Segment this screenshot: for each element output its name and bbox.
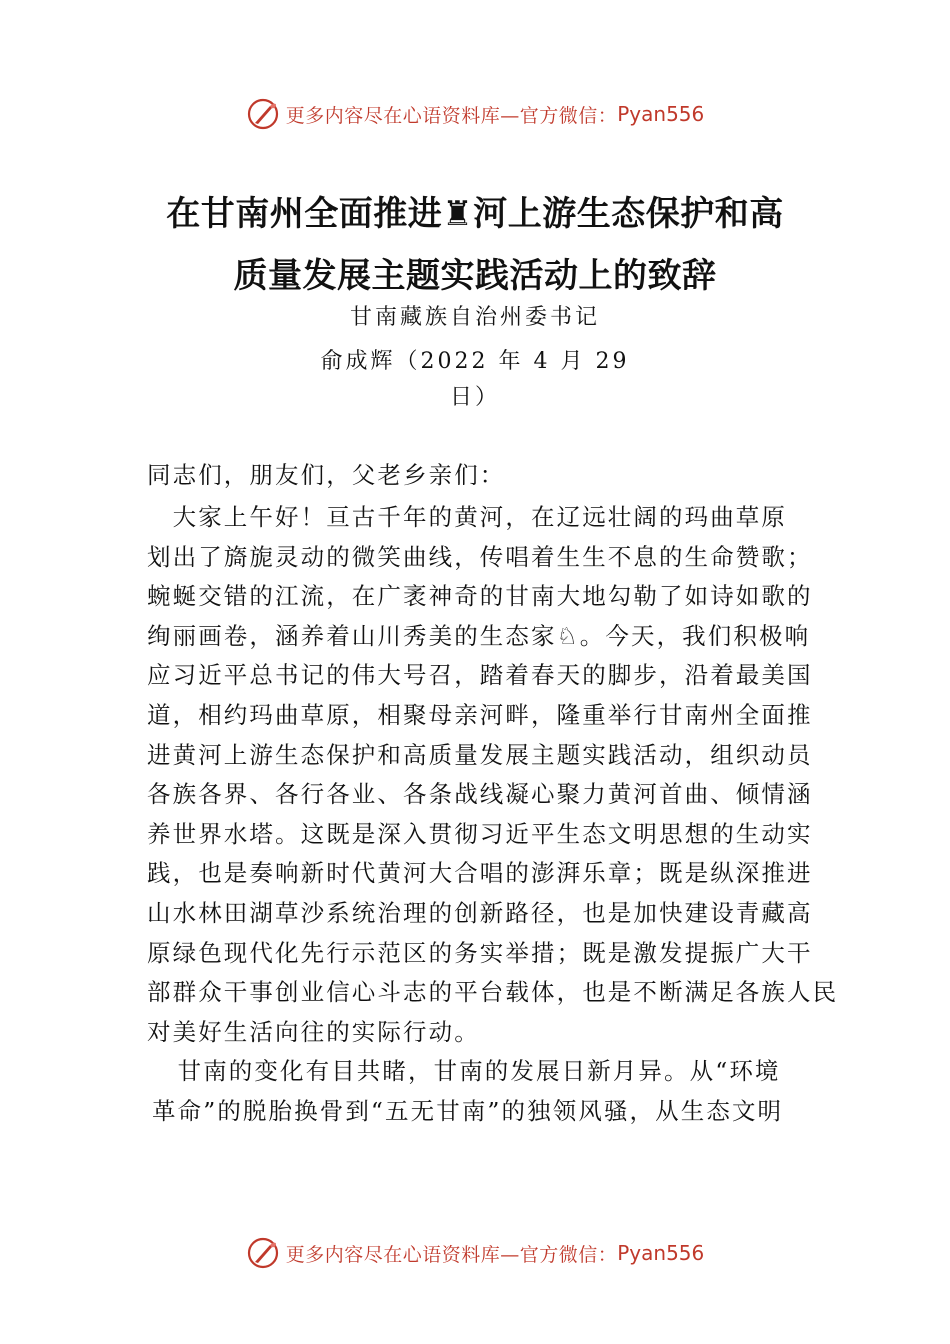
- text-line: 革命”的脱胎换骨到“五无甘南”的独领风骚，从生态文明: [152, 1096, 784, 1125]
- greeting: [147, 456, 823, 496]
- author-organization: 甘南藏族自治州委书记: [349, 305, 600, 330]
- text-line: 甘南的变化有目共睹，甘南的发展日新月异。从“环境: [152, 1057, 781, 1085]
- paragraph-1: [147, 498, 839, 1052]
- author-name-date: 俞成辉（2022 年 4 月 29: [320, 349, 630, 374]
- text-line: 部群众干事创业信心斗志的平台载体，也是不断满足各族人民: [147, 978, 839, 1007]
- text-line: 应习近平总书记的伟大号召，踏着春天的脚步，沿着最美国: [147, 661, 813, 690]
- footer-watermark-banner: [0, 1233, 950, 1273]
- document-title-line-2: 质量发展主题实践活动上的致辞: [233, 256, 717, 296]
- text-line: 践，也是奏响新时代黄河大合唱的澎湃乐章；既是纵深推进: [147, 859, 813, 888]
- wechat-id: Pyan556: [617, 1241, 705, 1265]
- author-date-continuation: 日）: [449, 385, 500, 410]
- quill-logo-icon: [246, 1236, 280, 1270]
- text-line: 对美好生活向往的实际行动。: [147, 1017, 480, 1046]
- text-line: 道，相约玛曲草原，相聚母亲河畔，隆重举行甘南州全面推: [147, 700, 813, 729]
- text-line: 大家上午好！亘古千年的黄河，在辽远壮阔的玛曲草原: [147, 503, 787, 531]
- text-line: 划出了旖旎灵动的微笑曲线，传唱着生生不息的生命赞歌；: [147, 542, 813, 571]
- wechat-id: Pyan556: [617, 102, 705, 126]
- text-line: 原绿色现代化先行示范区的务实举措；既是激发提振广大干: [147, 938, 813, 967]
- text-line: 各族各界、各行各业、各条战线凝心聚力黄河首曲、倾情涵: [147, 780, 813, 809]
- greeting-line: 同志们，朋友们，父老乡亲们：: [147, 461, 506, 489]
- text-line: 蜿蜒交错的江流，在广袤神奇的甘南大地勾勒了如诗如歌的: [147, 582, 813, 611]
- text-line: 养世界水塔。这既是深入贯彻习近平生态文明思想的生动实: [147, 819, 813, 848]
- paragraph-2: [152, 1052, 828, 1131]
- document-title-line-1: 在甘南州全面推进♜河上游生态保护和高: [166, 194, 784, 234]
- text-line: 山水林田湖草沙系统治理的创新路径，也是加快建设青藏高: [147, 898, 813, 927]
- text-line: 进黄河上游生态保护和高质量发展主题实践活动，组织动员: [147, 740, 813, 769]
- promo-text: 更多内容尽在心语资料库—官方微信：: [285, 1243, 618, 1266]
- header-watermark-banner: [0, 94, 950, 134]
- text-line: 绚丽画卷，涵养着山川秀美的生态家♘。今天，我们积极响: [147, 621, 811, 650]
- quill-logo-icon: [246, 97, 280, 131]
- promo-text: 更多内容尽在心语资料库—官方微信：: [285, 104, 618, 127]
